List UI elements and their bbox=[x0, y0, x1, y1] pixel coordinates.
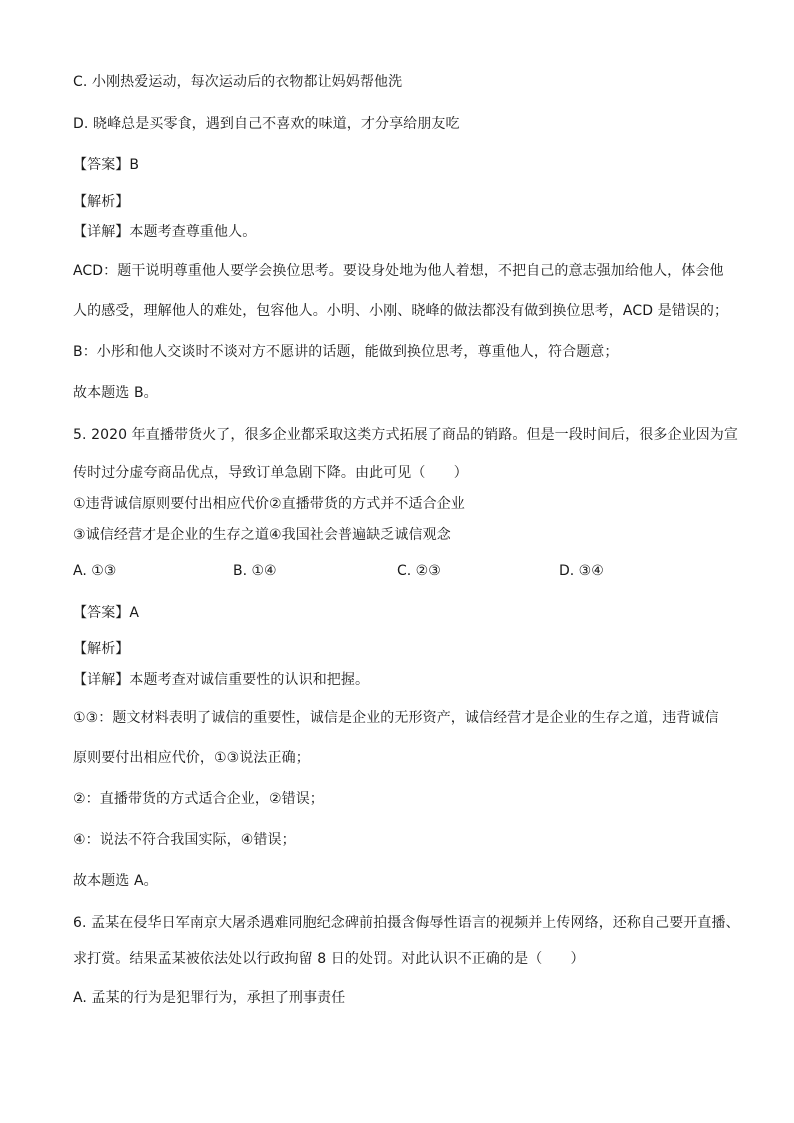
q6-stem-line-1: 6. 孟某在侵华日军南京大屠杀遇难同胞纪念碑前拍摄含侮辱性语言的视频并上传网络，还称自己要开直播、 bbox=[73, 915, 740, 931]
q4-explanation-1-line-2: 人的感受，理解他人的难处，包容他人。小明、小刚、晓峰的做法都没有做到换位思考，ACD 是错误的； bbox=[73, 303, 729, 319]
q5-statement-2: ③诚信经营才是企业的生存之道④我国社会普遍缺乏诚信观念 bbox=[73, 527, 451, 543]
q6-option-a: A. 孟某的行为是犯罪行为，承担了刑事责任 bbox=[73, 990, 346, 1006]
q5-explanation-1-line-2: 原则要付出相应代价，①③说法正确； bbox=[73, 750, 310, 766]
q4-conclusion: 故本题选 B。 bbox=[73, 385, 158, 401]
q5-stem-line-1: 5. 2020 年直播带货火了，很多企业都采取这类方式拓展了商品的销路。但是一段时间后，很多企业因为宣 bbox=[73, 427, 738, 443]
q4-answer: 【答案】B bbox=[73, 157, 140, 173]
q4-option-d: D. 晓峰总是买零食，遇到自己不喜欢的味道，才分享给朋友吃 bbox=[73, 116, 460, 132]
q5-stem-line-2: 传时过分虚夸商品优点，导致订单急剧下降。由此可见（ ） bbox=[73, 465, 468, 481]
q5-answer: 【答案】A bbox=[73, 605, 140, 621]
q4-option-c: C. 小刚热爱运动，每次运动后的衣物都让妈妈帮他洗 bbox=[73, 74, 403, 90]
q5-conclusion: 故本题选 A。 bbox=[73, 873, 158, 889]
q5-option-b: B. ①④ bbox=[233, 563, 277, 579]
q4-explanation-1-line-1: ACD：题干说明尊重他人要学会换位思考。要设身处地为他人着想，不把自己的意志强加给他人，体会他 bbox=[73, 263, 724, 279]
q5-statement-1: ①违背诚信原则要付出相应代价②直播带货的方式并不适合企业 bbox=[73, 496, 465, 512]
q6-stem-line-2: 求打赏。结果孟某被依法处以行政拘留 8 日的处罚。对此认识不正确的是（ ） bbox=[73, 951, 585, 967]
q5-option-d: D. ③④ bbox=[559, 563, 604, 579]
q5-explanation-3: ④：说法不符合我国实际，④错误； bbox=[73, 832, 296, 848]
q5-option-c: C. ②③ bbox=[397, 563, 441, 579]
q4-explanation-2: B：小彤和他人交谈时不谈对方不愿讲的话题，能做到换位思考，尊重他人，符合题意； bbox=[73, 344, 619, 360]
q5-option-a: A. ①③ bbox=[73, 563, 117, 579]
q4-detail: 【详解】本题考查尊重他人。 bbox=[73, 224, 257, 240]
q5-detail: 【详解】本题考查对诚信重要性的认识和把握。 bbox=[73, 672, 370, 688]
q4-analysis-label: 【解析】 bbox=[73, 194, 130, 210]
q5-analysis-label: 【解析】 bbox=[73, 641, 130, 657]
q5-explanation-2: ②：直播带货的方式适合企业，②错误； bbox=[73, 791, 324, 807]
q5-explanation-1-line-1: ①③：题文材料表明了诚信的重要性，诚信是企业的无形资产，诚信经营才是企业的生存之道，违背诚信 bbox=[73, 710, 719, 726]
